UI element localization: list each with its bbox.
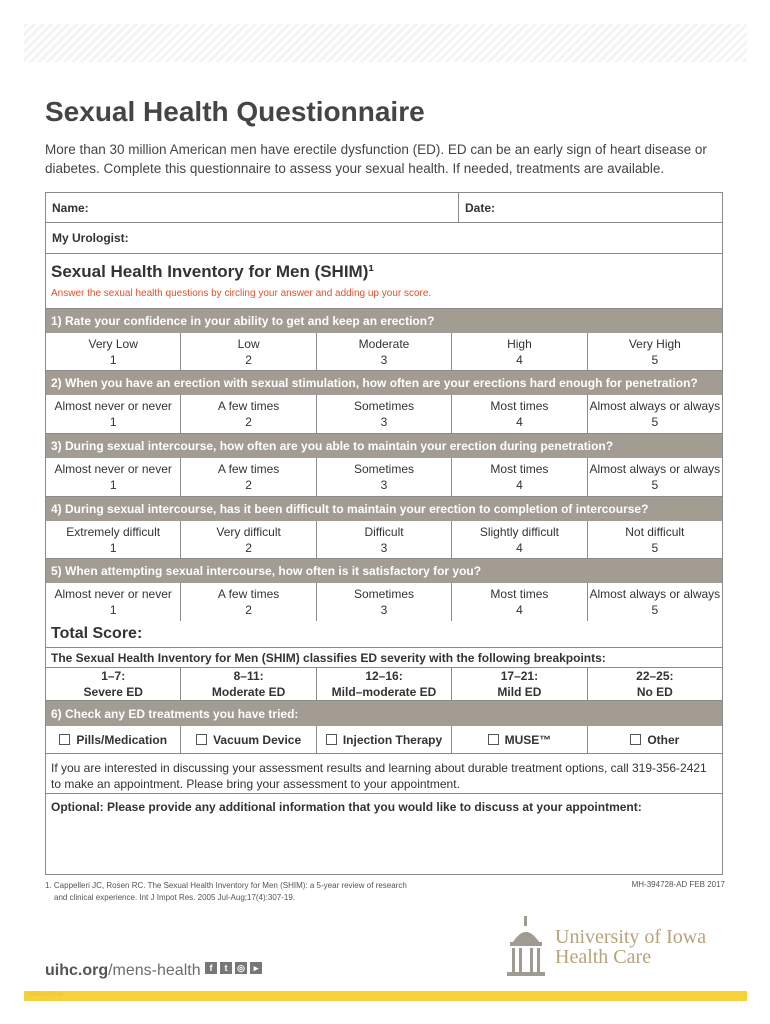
answer-score: 1	[109, 603, 117, 617]
answer-label: Sometimes	[354, 587, 415, 601]
treatment-checkbox[interactable]	[452, 726, 587, 753]
breakpoint-cell	[588, 668, 722, 700]
date-field[interactable]: Date:	[465, 200, 496, 215]
answer-score: 5	[651, 478, 659, 492]
answer-label: Almost always or always	[589, 399, 721, 413]
intro-text: More than 30 million American men have erectile dysfunction (ED). ED can be an early sign of heart disease or diabetes. Complete this questionnaire to assess your sexual health. If needed, treatments are available.	[45, 142, 707, 176]
question-2-text: 2) When you have an erection with sexual stimulation, how often are your erections hard enough for penetration?	[46, 371, 722, 395]
checkbox-icon[interactable]	[196, 734, 207, 745]
treatment-checkbox[interactable]	[317, 726, 452, 753]
answer-score: 3	[380, 352, 388, 367]
answer-option[interactable]	[588, 395, 722, 433]
breakpoint-cell	[452, 668, 587, 700]
answer-score: 1	[109, 415, 117, 429]
answer-option[interactable]	[46, 395, 181, 433]
answer-option[interactable]	[46, 521, 181, 558]
answer-option[interactable]	[452, 583, 587, 621]
answer-option[interactable]	[181, 333, 316, 370]
answer-option[interactable]	[181, 458, 316, 496]
answer-score: 1	[109, 540, 117, 555]
answer-score: 2	[245, 352, 252, 367]
treatment-label: Other	[647, 732, 680, 747]
answer-label: Moderate	[358, 336, 410, 351]
answer-score: 4	[516, 603, 523, 617]
answer-label: Low	[237, 336, 260, 351]
answer-label: Most times	[490, 399, 549, 413]
logo-line1: University of Iowa	[555, 926, 707, 948]
breakpoint-range: 12–16:	[365, 669, 403, 683]
answer-label: Very High	[628, 336, 681, 351]
social-icons	[205, 962, 262, 974]
treatment-label: Pills/Medication	[76, 732, 168, 747]
answer-label: High	[507, 336, 532, 351]
answer-score: 2	[245, 540, 252, 555]
breakpoints-row	[46, 668, 722, 701]
info-text: If you are interested in discussing your assessment results and learning about durable treatment options, call 319-356-2421 to make an appointment. Please bring your assessment to your appointment.	[46, 754, 722, 794]
answer-option[interactable]	[317, 521, 452, 558]
page-title: Sexual Health Questionnaire	[45, 96, 425, 127]
answer-option[interactable]	[452, 521, 587, 558]
header-stripe	[24, 24, 747, 62]
answer-score: 1	[109, 478, 117, 492]
treatment-label: MUSE™	[504, 732, 552, 747]
answer-score: 3	[380, 478, 388, 492]
answer-label: Sometimes	[354, 399, 415, 413]
answer-option[interactable]	[452, 333, 587, 370]
answer-label: Very difficult	[216, 524, 281, 539]
answer-label: Almost never or never	[54, 587, 172, 601]
document-code: MH-394728-AD FEB 2017	[631, 880, 725, 889]
answer-option[interactable]	[46, 583, 181, 621]
instagram-icon[interactable]: ◎	[235, 962, 247, 974]
answer-score: 4	[516, 478, 523, 492]
breakpoint-cell	[46, 668, 181, 700]
answer-option[interactable]	[317, 395, 452, 433]
question-5-options	[46, 583, 722, 621]
answer-label: A few times	[217, 587, 280, 601]
breakpoint-label: Mild ED	[497, 685, 542, 699]
breakpoints-text: The Sexual Health Inventory for Men (SHIM) classifies ED severity with the following breakpoints:	[46, 648, 722, 668]
answer-score: 4	[516, 352, 523, 367]
checkbox-icon[interactable]	[326, 734, 337, 745]
checkbox-icon[interactable]	[630, 734, 641, 745]
answer-score: 2	[245, 603, 252, 617]
answer-option[interactable]	[588, 521, 722, 558]
breakpoint-label: Severe ED	[83, 685, 143, 699]
shim-title: Sexual Health Inventory for Men (SHIM)¹	[51, 262, 375, 281]
question-2-options	[46, 395, 722, 434]
breakpoint-range: 22–25:	[636, 669, 674, 683]
answer-label: Extremely difficult	[66, 524, 161, 539]
answer-score: 3	[380, 603, 388, 617]
print-code: UIRO-221016	[26, 992, 64, 998]
university-logo	[505, 912, 730, 982]
urologist-field[interactable]: My Urologist:	[46, 223, 722, 254]
answer-option[interactable]	[46, 458, 181, 496]
treatment-label: Injection Therapy	[342, 732, 443, 747]
answer-label: Not difficult	[625, 524, 685, 539]
total-score: Total Score:	[46, 621, 722, 648]
answer-score: 5	[651, 603, 659, 617]
answer-label: Most times	[490, 462, 549, 476]
youtube-icon[interactable]: ▸	[250, 962, 262, 974]
treatments-question: 6) Check any ED treatments you have tried:	[46, 701, 722, 726]
shim-header	[46, 254, 722, 309]
answer-option[interactable]	[181, 521, 316, 558]
answer-label: Almost always or always	[589, 462, 721, 476]
answer-score: 5	[651, 352, 659, 367]
answer-label: Difficult	[364, 524, 404, 539]
answer-label: Most times	[490, 587, 549, 601]
answer-label: Almost never or never	[54, 462, 172, 476]
treatment-checkbox[interactable]	[46, 726, 181, 753]
question-1-text: 1) Rate your confidence in your ability to get and keep an erection?	[46, 309, 722, 333]
treatment-checkbox[interactable]	[181, 726, 316, 753]
answer-option[interactable]	[181, 583, 316, 621]
question-1-options	[46, 333, 722, 371]
questionnaire-form	[45, 192, 723, 875]
breakpoint-cell	[181, 668, 316, 700]
breakpoint-range: 17–21:	[500, 669, 539, 683]
answer-score: 2	[245, 415, 252, 429]
optional-notes-field[interactable]: Optional: Please provide any additional information that you would like to discuss at your appointment:	[51, 800, 642, 814]
answer-label: A few times	[217, 399, 280, 413]
footer-bar	[24, 991, 747, 1001]
question-5-text: 5) When attempting sexual intercourse, how often is it satisfactory for you?	[46, 559, 722, 583]
answer-label: Slightly difficult	[479, 524, 559, 539]
breakpoint-label: Mild–moderate ED	[331, 685, 437, 699]
name-field[interactable]: Name:	[46, 193, 459, 222]
website-link[interactable]: uihc.org/mens-health	[45, 962, 201, 979]
question-3-options	[46, 458, 722, 497]
shim-instructions: Answer the sexual health questions by circling your answer and adding up your score.	[51, 288, 432, 299]
question-3-text: 3) During sexual intercourse, how often are you able to maintain your erection during penetration?	[46, 434, 722, 458]
question-4-options	[46, 521, 722, 559]
answer-option[interactable]	[452, 458, 587, 496]
checkbox-icon[interactable]	[59, 734, 70, 745]
treatment-label: Vacuum Device	[213, 732, 302, 747]
answer-score: 1	[109, 352, 117, 367]
answer-score: 5	[651, 540, 659, 555]
treatment-checkbox[interactable]	[588, 726, 722, 753]
answer-option[interactable]	[317, 458, 452, 496]
answer-option[interactable]	[181, 395, 316, 433]
answer-score: 4	[516, 540, 523, 555]
answer-label: Almost never or never	[54, 399, 172, 413]
treatments-row	[46, 726, 722, 754]
answer-score: 4	[516, 415, 523, 429]
logo-line2: Health Care	[555, 946, 652, 968]
question-4-text: 4) During sexual intercourse, has it been difficult to maintain your erection to completion of intercourse?	[46, 497, 722, 521]
answer-label: Very Low	[88, 336, 138, 351]
capitol-icon	[505, 916, 547, 978]
checkbox-icon[interactable]	[488, 734, 499, 745]
footnote: 1. Cappelleri JC, Rosen RC. The Sexual Health Inventory for Men (SHIM): a 5-year review of research and clinical experience. Int J Impot Res. 2005 Jul-Aug;17(4):307-19.	[45, 881, 407, 902]
breakpoint-label: Moderate ED	[211, 685, 286, 699]
answer-option[interactable]	[317, 583, 452, 621]
breakpoint-cell	[317, 668, 452, 700]
breakpoint-range: 8–11:	[233, 669, 264, 683]
answer-score: 3	[380, 540, 388, 555]
answer-option[interactable]	[588, 583, 722, 621]
answer-score: 2	[245, 478, 252, 492]
breakpoint-label: No ED	[636, 685, 673, 699]
name-date-row	[46, 193, 722, 223]
answer-label: Almost always or always	[589, 587, 721, 601]
breakpoint-range: 1–7:	[101, 669, 126, 683]
answer-option[interactable]	[588, 458, 722, 496]
answer-label: A few times	[217, 462, 280, 476]
answer-option[interactable]	[46, 333, 181, 370]
twitter-icon[interactable]: t	[220, 962, 232, 974]
answer-score: 3	[380, 415, 388, 429]
answer-option[interactable]	[588, 333, 722, 370]
answer-score: 5	[651, 415, 659, 429]
answer-label: Sometimes	[354, 462, 415, 476]
answer-option[interactable]	[317, 333, 452, 370]
answer-option[interactable]	[452, 395, 587, 433]
facebook-icon[interactable]: f	[205, 962, 217, 974]
